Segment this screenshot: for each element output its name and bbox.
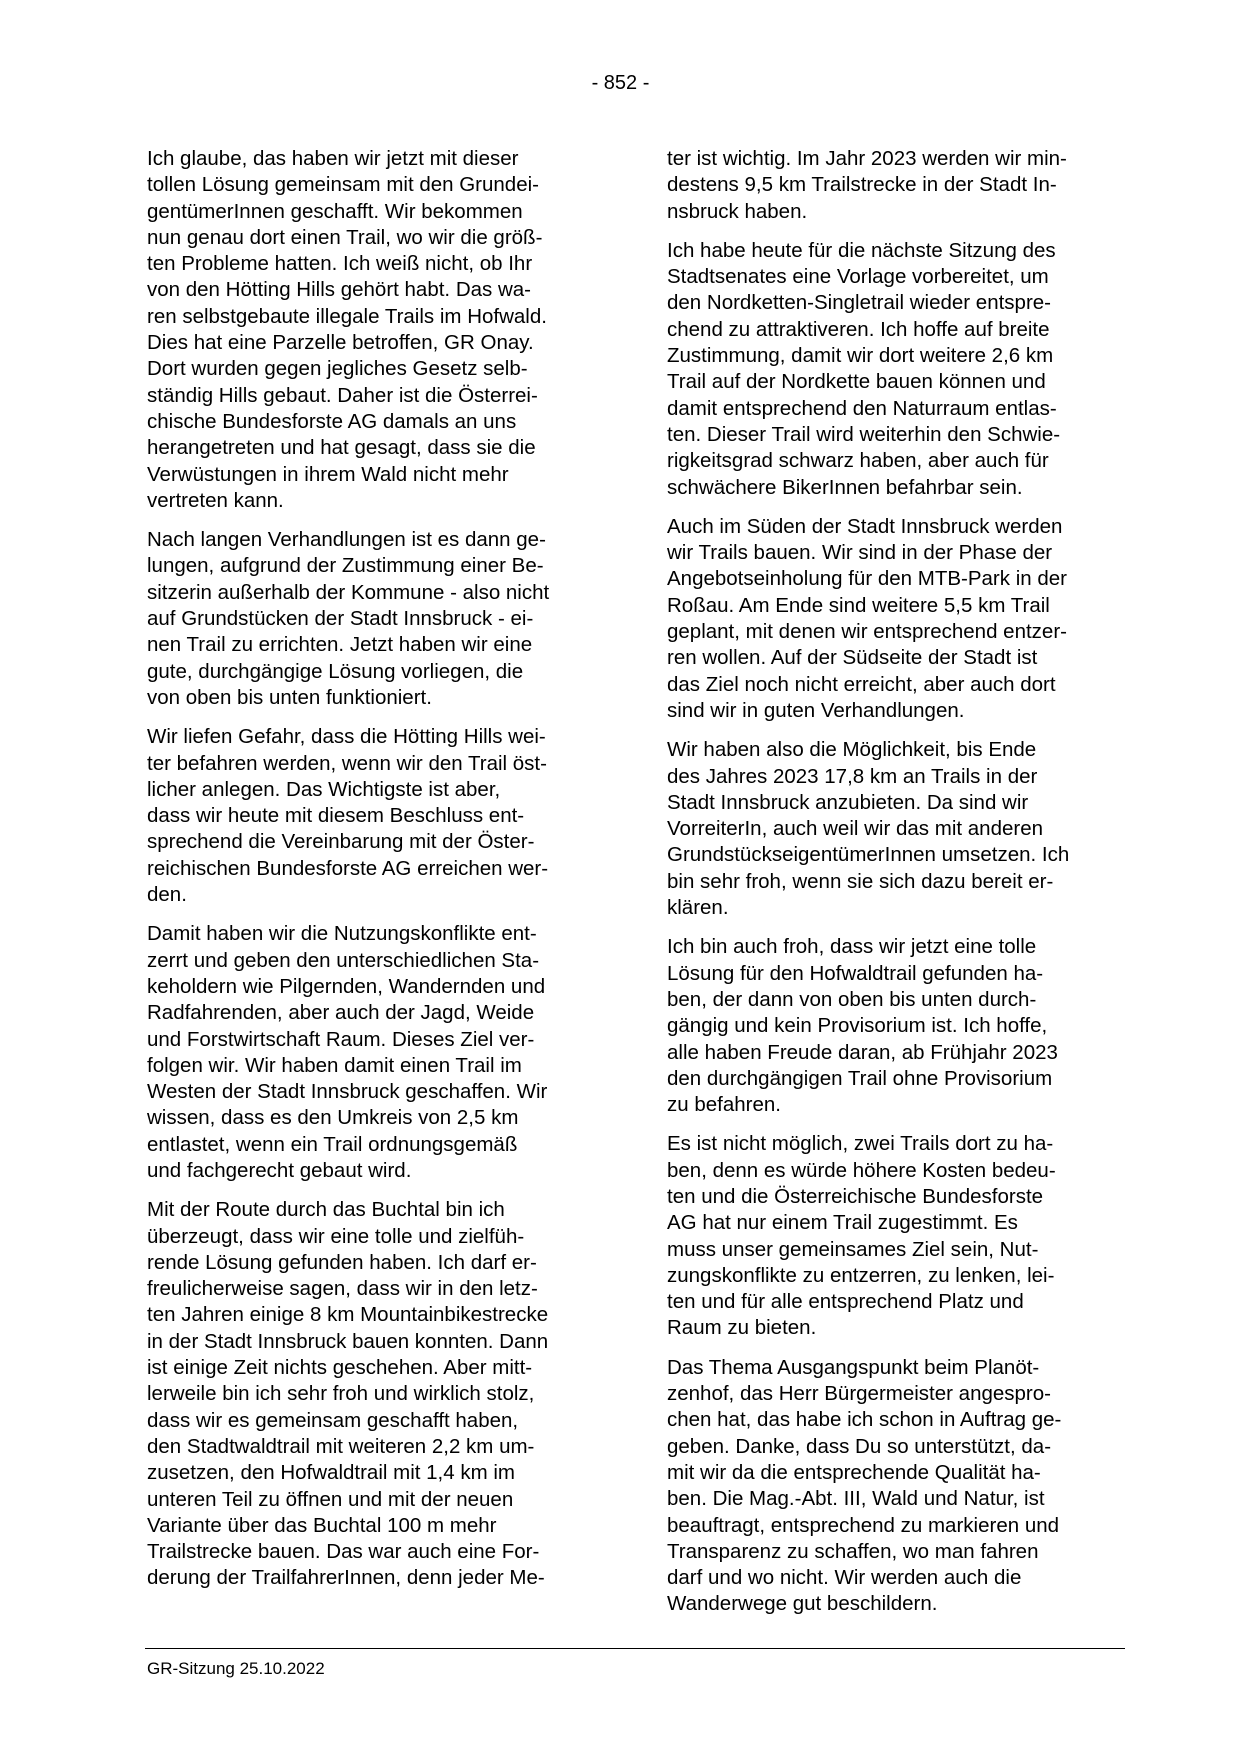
text-line: sprechend die Vereinbarung mit der Öster- — [147, 830, 535, 854]
text-line: den. — [147, 883, 187, 907]
text-line: Stadtsenates eine Vorlage vorbereitet, um — [667, 265, 1049, 289]
paragraph — [667, 1131, 1122, 1341]
text-line: dass wir es gemeinsam geschafft haben, — [147, 1408, 519, 1432]
text-line: Dies hat eine Parzelle betroffen, GR Onay. — [147, 331, 534, 355]
paragraph — [147, 921, 602, 1184]
text-line: Es ist nicht möglich, zwei Trails dort zu ha- — [667, 1132, 1054, 1156]
text-line: darf und wo nicht. Wir werden auch die — [667, 1566, 1022, 1590]
text-line: den durchgängigen Trail ohne Provisorium — [667, 1066, 1053, 1090]
text-line: Radfahrenden, aber auch der Jagd, Weide — [147, 1001, 535, 1025]
text-line: chen hat, das habe ich schon in Auftrag ge- — [667, 1408, 1062, 1432]
paragraph — [147, 146, 602, 514]
footer-session-date: GR-Sitzung 25.10.2022 — [147, 1659, 325, 1678]
text-line: Zustimmung, damit wir dort weitere 2,6 km — [667, 344, 1054, 368]
text-line: licher anlegen. Das Wichtigste ist aber, — [147, 777, 501, 801]
text-line: chend zu attraktiveren. Ich hoffe auf breite — [667, 317, 1050, 341]
text-line: ten Jahren einige 8 km Mountainbikestrecke — [147, 1303, 549, 1327]
text-line: zerrt und geben den unterschiedlichen Sta- — [147, 948, 540, 972]
text-line: bin sehr froh, wenn sie sich dazu bereit er- — [667, 869, 1054, 893]
text-line: Westen der Stadt Innsbruck geschaffen. Wir — [147, 1080, 548, 1104]
text-line: klären. — [667, 896, 729, 920]
text-line: keholdern wie Pilgernden, Wandernden und — [147, 974, 546, 998]
text-line: Raum zu bieten. — [667, 1316, 817, 1340]
paragraph — [147, 527, 602, 711]
text-line: geplant, mit denen wir entsprechend entzer- — [667, 620, 1067, 644]
text-line: Angebotseinholung für den MTB-Park in der — [667, 567, 1067, 591]
text-line: freulicherweise sagen, dass wir in den letz- — [147, 1277, 538, 1301]
text-line: Ich bin auch froh, dass wir jetzt eine tolle — [667, 935, 1037, 959]
text-line: nun genau dort einen Trail, wo wir die größ- — [147, 225, 543, 249]
paragraph — [147, 724, 602, 908]
text-line: und Forstwirtschaft Raum. Dieses Ziel ver- — [147, 1027, 535, 1051]
paragraph — [667, 737, 1122, 921]
text-line: Wir liefen Gefahr, dass die Hötting Hills wei- — [147, 725, 546, 749]
page-number: - 852 - — [591, 72, 650, 94]
text-line: Lösung für den Hofwaldtrail gefunden ha- — [667, 961, 1044, 985]
text-line: beauftragt, entsprechend zu markieren und — [667, 1513, 1060, 1537]
text-line: Ich habe heute für die nächste Sitzung des — [667, 238, 1056, 262]
text-line: lerweile bin ich sehr froh und wirklich stolz, — [147, 1382, 535, 1406]
text-line: mit wir da die entsprechende Qualität ha- — [667, 1460, 1041, 1484]
text-line: Auch im Süden der Stadt Innsbruck werden — [667, 514, 1063, 538]
text-line: ben, der dann von oben bis unten durch- — [667, 987, 1037, 1011]
text-line: destens 9,5 km Trailstrecke in der Stadt In- — [667, 173, 1057, 197]
text-line: Nach langen Verhandlungen ist es dann ge- — [147, 528, 546, 552]
text-line: von oben bis unten funktioniert. — [147, 685, 432, 709]
text-line: vertreten kann. — [147, 488, 284, 512]
text-line: folgen wir. Wir haben damit einen Trail im — [147, 1053, 522, 1077]
text-line: chische Bundesforste AG damals an uns — [147, 409, 517, 433]
text-line: ben. Die Mag.-Abt. III, Wald und Natur, ist — [667, 1487, 1045, 1511]
text-line: lungen, aufgrund der Zustimmung einer Be- — [147, 554, 544, 578]
text-line: ten Probleme hatten. Ich weiß nicht, ob Ihr — [147, 252, 533, 276]
text-line: sind wir in guten Verhandlungen. — [667, 698, 965, 722]
text-line: rende Lösung gefunden haben. Ich darf er- — [147, 1250, 537, 1274]
text-line: Trailstrecke bauen. Das war auch eine For- — [147, 1540, 540, 1564]
text-line: dass wir heute mit diesem Beschluss ent- — [147, 804, 525, 828]
right-column — [667, 146, 1122, 1631]
text-line: ist einige Zeit nichts geschehen. Aber mitt- — [147, 1356, 533, 1380]
text-line: derung der TrailfahrerInnen, denn jeder Me- — [147, 1566, 545, 1590]
text-line: rigkeitsgrad schwarz haben, aber auch für — [667, 449, 1049, 473]
text-line: auf Grundstücken der Stadt Innsbruck - ei- — [147, 607, 534, 631]
paragraph — [667, 514, 1122, 724]
text-line: ter befahren werden, wenn wir den Trail öst- — [147, 751, 547, 775]
left-column — [147, 146, 602, 1605]
text-line: Trail auf der Nordkette bauen können und — [667, 370, 1046, 394]
text-line: entlastet, wenn ein Trail ordnungsgemäß — [147, 1132, 518, 1156]
text-line: den Nordketten-Singletrail wieder entspre- — [667, 291, 1052, 315]
text-line: Transparenz zu schaffen, wo man fahren — [667, 1539, 1039, 1563]
text-line: ter ist wichtig. Im Jahr 2023 werden wir min- — [667, 147, 1067, 170]
text-line: Ich glaube, das haben wir jetzt mit dieser — [147, 147, 519, 170]
text-line: ren wollen. Auf der Südseite der Stadt ist — [667, 646, 1038, 670]
text-line: Variante über das Buchtal 100 m mehr — [147, 1513, 497, 1537]
text-line: des Jahres 2023 17,8 km an Trails in der — [667, 764, 1038, 788]
text-line: Das Thema Ausgangspunkt beim Planöt- — [667, 1355, 1040, 1379]
text-line: schwächere BikerInnen befahrbar sein. — [667, 475, 1023, 499]
text-line: nsbruck haben. — [667, 199, 808, 223]
text-line: unteren Teil zu öffnen und mit der neuen — [147, 1487, 514, 1511]
text-line: geben. Danke, dass Du so unterstützt, da- — [667, 1434, 1052, 1458]
text-line: reichischen Bundesforste AG erreichen wer- — [147, 856, 549, 880]
text-line: Verwüstungen in ihrem Wald nicht mehr — [147, 462, 509, 486]
text-line: ben, denn es würde höhere Kosten bedeu- — [667, 1158, 1056, 1182]
text-line: Wir haben also die Möglichkeit, bis Ende — [667, 738, 1037, 762]
text-line: AG hat nur einem Trail zugestimmt. Es — [667, 1211, 1018, 1235]
paragraph — [667, 238, 1122, 501]
text-line: ten. Dieser Trail wird weiterhin den Schwie- — [667, 422, 1061, 446]
paragraph — [667, 1355, 1122, 1618]
text-line: gentümerInnen geschafft. Wir bekommen — [147, 199, 523, 223]
text-line: nen Trail zu errichten. Jetzt haben wir eine — [147, 633, 533, 657]
text-line: Roßau. Am Ende sind weitere 5,5 km Trail — [667, 593, 1050, 617]
text-line: gängig und kein Provisorium ist. Ich hoffe, — [667, 1014, 1048, 1038]
text-line: tollen Lösung gemeinsam mit den Grundei- — [147, 173, 539, 197]
text-line: zenhof, das Herr Bürgermeister angespro- — [667, 1382, 1051, 1406]
paragraph — [667, 934, 1122, 1118]
text-line: zungskonflikte zu entzerren, zu lenken, lei- — [667, 1263, 1055, 1287]
text-line: zusetzen, den Hofwaldtrail mit 1,4 km im — [147, 1461, 515, 1485]
text-line: wissen, dass es den Umkreis von 2,5 km — [147, 1106, 519, 1130]
text-line: und fachgerecht gebaut wird. — [147, 1158, 412, 1182]
text-line: alle haben Freude daran, ab Frühjahr 2023 — [667, 1040, 1058, 1064]
text-line: ren selbstgebaute illegale Trails im Hofwald. — [147, 304, 547, 328]
text-line: das Ziel noch nicht erreicht, aber auch dort — [667, 672, 1056, 696]
text-line: zu befahren. — [667, 1093, 781, 1117]
paragraph — [147, 1197, 602, 1591]
text-line: ten und die Österreichische Bundesforste — [667, 1184, 1044, 1208]
text-line: in der Stadt Innsbruck bauen konnten. Dann — [147, 1329, 549, 1353]
text-line: ten und für alle entsprechend Platz und — [667, 1290, 1024, 1314]
text-line: GrundstückseigentümerInnen umsetzen. Ich — [667, 843, 1070, 867]
footer-divider — [145, 1648, 1125, 1649]
text-line: wir Trails bauen. Wir sind in der Phase der — [667, 541, 1053, 565]
text-line: von den Hötting Hills gehört habt. Das wa- — [147, 278, 532, 302]
text-line: Wanderwege gut beschildern. — [667, 1592, 938, 1616]
text-line: VorreiterIn, auch weil wir das mit anderen — [667, 817, 1044, 841]
text-line: überzeugt, dass wir eine tolle und zielfüh- — [147, 1224, 525, 1248]
text-line: ständig Hills gebaut. Daher ist die Österrei- — [147, 383, 538, 407]
text-line: Damit haben wir die Nutzungskonflikte ent- — [147, 922, 537, 946]
text-line: Stadt Innsbruck anzubieten. Da sind wir — [667, 790, 1029, 814]
text-line: muss unser gemeinsames Ziel sein, Nut- — [667, 1237, 1039, 1261]
text-line: Mit der Route durch das Buchtal bin ich — [147, 1198, 505, 1222]
text-line: herangetreten und hat gesagt, dass sie die — [147, 436, 536, 460]
text-line: Dort wurden gegen jegliches Gesetz selb- — [147, 357, 528, 381]
paragraph — [667, 146, 1122, 225]
text-line: den Stadtwaldtrail mit weiteren 2,2 km um- — [147, 1434, 535, 1458]
text-line: damit entsprechend den Naturraum entlas- — [667, 396, 1057, 420]
text-line: sitzerin außerhalb der Kommune - also nicht — [147, 580, 550, 604]
text-line: gute, durchgängige Lösung vorliegen, die — [147, 659, 524, 683]
